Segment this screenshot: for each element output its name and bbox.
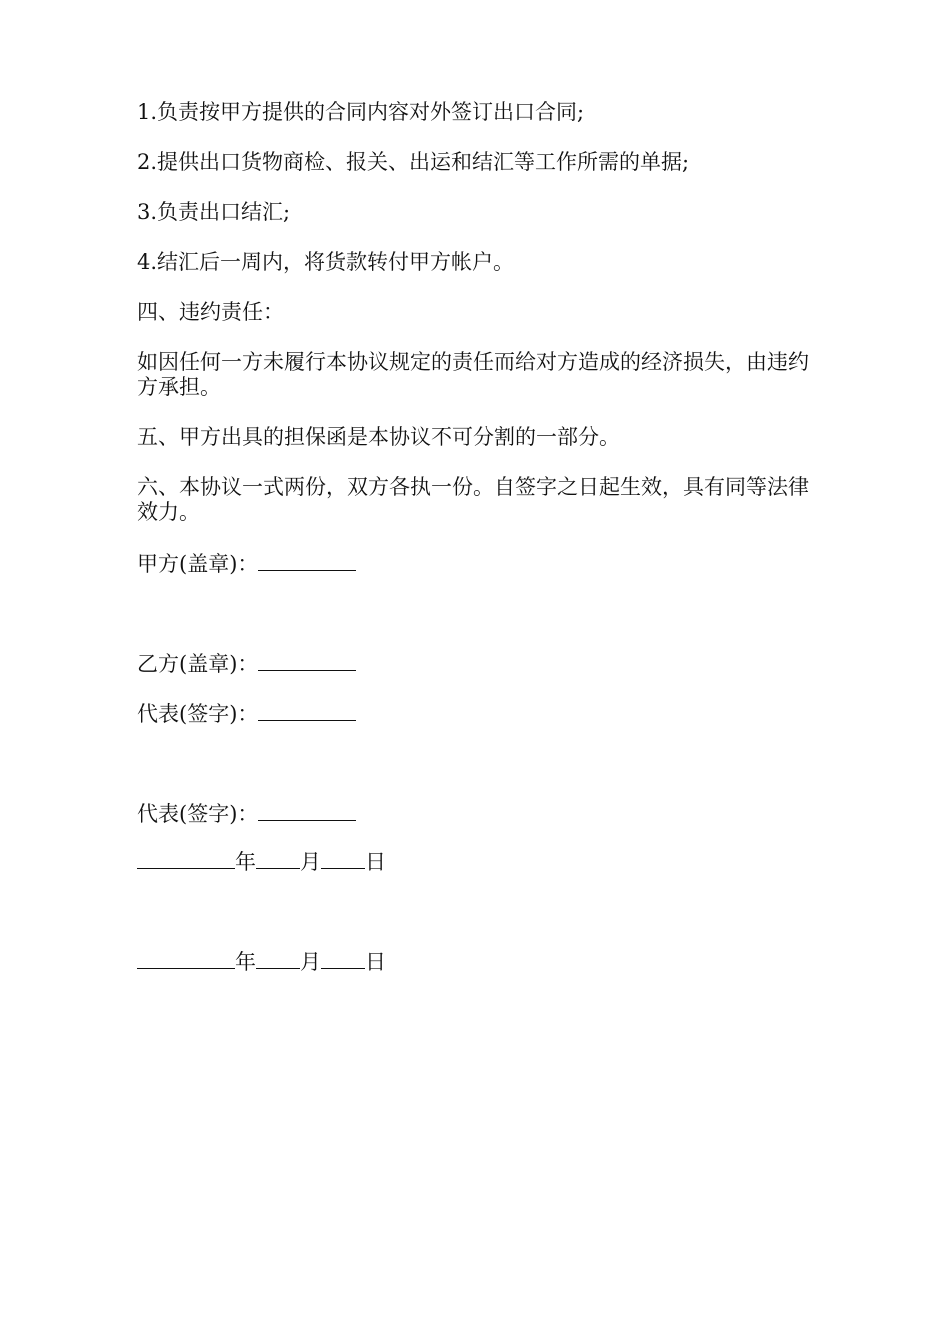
representative-sign-blank-1: [258, 700, 356, 721]
representative-sign-line-1: [137, 700, 827, 727]
party-a-seal-label: 甲方(盖章)：: [137, 552, 259, 576]
date-year-label-2: 年: [235, 950, 256, 974]
date-year-blank-1: [137, 848, 235, 869]
date-month-blank-1: [256, 848, 300, 869]
date-day-label-1: 日: [365, 850, 386, 874]
clause-item-4: 4.结汇后一周内，将货款转付甲方帐户。: [137, 250, 515, 274]
date-day-blank-1: [321, 848, 365, 869]
party-a-seal-line: [137, 550, 827, 577]
representative-sign-blank-2: [258, 800, 356, 821]
clause-item-1: 1.负责按甲方提供的合同内容对外签订出口合同;: [137, 100, 585, 124]
date-month-label-2: 月: [300, 950, 321, 974]
date-day-blank-2: [321, 948, 365, 969]
date-line-1: [137, 848, 827, 875]
party-b-seal-line: [137, 650, 827, 677]
date-year-label-1: 年: [235, 850, 256, 874]
section-4-heading: 四、违约责任：: [137, 300, 284, 324]
party-a-seal-blank: [258, 550, 356, 571]
clause-item-3: 3.负责出口结汇;: [137, 200, 291, 224]
date-day-label-2: 日: [365, 950, 386, 974]
representative-sign-label-2: 代表(签字)：: [137, 802, 259, 826]
representative-sign-line-2: [137, 800, 827, 827]
party-b-seal-blank: [258, 650, 356, 671]
representative-sign-label-1: 代表(签字)：: [137, 702, 259, 726]
date-month-blank-2: [256, 948, 300, 969]
party-b-seal-label: 乙方(盖章)：: [137, 652, 259, 676]
date-line-2: [137, 948, 827, 975]
date-year-blank-2: [137, 948, 235, 969]
date-month-label-1: 月: [300, 850, 321, 874]
section-4-body: 如因任何一方未履行本协议规定的责任而给对方造成的经济损失，由违约方承担。: [137, 350, 809, 399]
section-6-text: 六、本协议一式两份，双方各执一份。自签字之日起生效，具有同等法律效力。: [137, 475, 809, 524]
section-5-text: 五、甲方出具的担保函是本协议不可分割的一部分。: [137, 425, 620, 449]
clause-item-2: 2.提供出口货物商检、报关、出运和结汇等工作所需的单据;: [137, 150, 690, 174]
